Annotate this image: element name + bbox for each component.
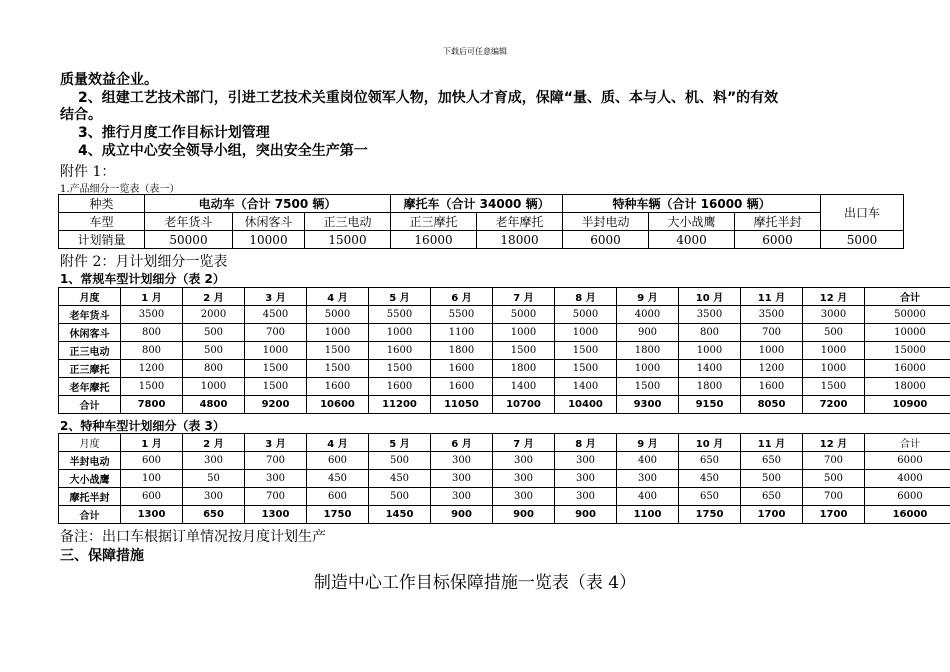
export-header: 出口车 <box>821 195 904 231</box>
total-cell: 10700 <box>493 396 555 414</box>
sales-cell: 6000 <box>735 231 821 249</box>
group-motorcycle: 摩托车（合计 34000 辆） <box>391 195 563 213</box>
table-cell: 1500 <box>555 360 617 378</box>
table-cell: 700 <box>803 452 865 470</box>
table-cell: 700 <box>245 452 307 470</box>
month-header-cell: 2 月 <box>183 288 245 306</box>
table-cell: 1000 <box>307 324 369 342</box>
table-cell: 4500 <box>245 306 307 324</box>
total-cell: 1700 <box>741 506 803 524</box>
total-cell: 650 <box>183 506 245 524</box>
sales-cell: 10000 <box>233 231 305 249</box>
model-header: 车型 <box>59 213 145 231</box>
total-cell: 4800 <box>183 396 245 414</box>
total-row <box>59 396 950 414</box>
table-cell: 5000 <box>555 306 617 324</box>
table-cell: 3500 <box>741 306 803 324</box>
table-cell: 1500 <box>555 342 617 360</box>
month-header-cell: 8 月 <box>555 288 617 306</box>
special-models-table <box>58 433 950 524</box>
month-header-cell: 12 月 <box>803 288 865 306</box>
table-cell: 1800 <box>431 342 493 360</box>
month-header-cell: 6 月 <box>431 288 493 306</box>
table-cell: 300 <box>183 452 245 470</box>
month-header-cell: 1 月 <box>121 434 183 452</box>
total-cell: 1450 <box>369 506 431 524</box>
model-cell: 正三摩托 <box>391 213 477 231</box>
model-cell: 老年货斗 <box>145 213 233 231</box>
total-cell: 900 <box>431 506 493 524</box>
table-cell: 300 <box>245 470 307 488</box>
table-cell: 1200 <box>121 360 183 378</box>
table-row <box>59 470 950 488</box>
table-cell: 6000 <box>865 488 950 506</box>
table-cell: 500 <box>369 488 431 506</box>
table-cell: 1000 <box>741 342 803 360</box>
total-label: 合计 <box>59 396 121 414</box>
month-header-cell: 3 月 <box>245 288 307 306</box>
month-header-label: 月度 <box>59 288 121 306</box>
month-header-cell: 3 月 <box>245 434 307 452</box>
row-label: 正三电动 <box>59 342 121 360</box>
table-cell: 50000 <box>865 306 950 324</box>
table-cell: 300 <box>493 470 555 488</box>
table-cell: 650 <box>679 488 741 506</box>
total-label: 合计 <box>59 506 121 524</box>
month-header-cell: 7 月 <box>493 288 555 306</box>
table-cell: 15000 <box>865 342 950 360</box>
table-3-caption: 2、特种车型计划细分（表 3） <box>60 419 225 433</box>
table-cell: 1600 <box>307 378 369 396</box>
table-cell: 1500 <box>245 360 307 378</box>
table-cell: 300 <box>555 488 617 506</box>
table-cell: 1500 <box>369 360 431 378</box>
row-label: 正三摩托 <box>59 360 121 378</box>
sales-cell: 18000 <box>477 231 563 249</box>
table-cell: 1500 <box>803 378 865 396</box>
total-cell: 9150 <box>679 396 741 414</box>
table-cell: 1000 <box>183 378 245 396</box>
kind-header: 种类 <box>59 195 145 213</box>
table-cell: 700 <box>741 324 803 342</box>
table-cell: 1100 <box>431 324 493 342</box>
table-cell: 1000 <box>803 342 865 360</box>
table-cell: 700 <box>803 488 865 506</box>
sales-cell: 15000 <box>305 231 391 249</box>
table-cell: 16000 <box>865 360 950 378</box>
table-cell: 1600 <box>369 342 431 360</box>
table-cell: 3500 <box>121 306 183 324</box>
month-header-cell: 8 月 <box>555 434 617 452</box>
total-cell: 1100 <box>617 506 679 524</box>
table-cell: 1000 <box>369 324 431 342</box>
table-cell: 500 <box>369 452 431 470</box>
table-cell: 1600 <box>431 360 493 378</box>
table-cell: 1800 <box>493 360 555 378</box>
table-row <box>59 360 950 378</box>
month-header-cell: 5 月 <box>369 288 431 306</box>
table-4-title: 制造中心工作目标保障措施一览表（表 4） <box>313 573 637 593</box>
table-cell: 500 <box>803 324 865 342</box>
table-cell: 300 <box>555 452 617 470</box>
table-cell: 1000 <box>617 360 679 378</box>
table-cell: 5000 <box>493 306 555 324</box>
table-cell: 1500 <box>121 378 183 396</box>
paragraph-1: 质量效益企业。 <box>60 72 158 88</box>
total-cell: 11200 <box>369 396 431 414</box>
table-cell: 1800 <box>679 378 741 396</box>
table-cell: 650 <box>679 452 741 470</box>
model-cell: 正三电动 <box>305 213 391 231</box>
section-3-title: 三、保障措施 <box>60 548 144 564</box>
table-cell: 1600 <box>369 378 431 396</box>
table-cell: 3000 <box>803 306 865 324</box>
table-cell: 2000 <box>183 306 245 324</box>
month-header-cell: 2 月 <box>183 434 245 452</box>
table-cell: 600 <box>307 452 369 470</box>
table-cell: 800 <box>679 324 741 342</box>
table-row <box>59 342 950 360</box>
month-header-cell: 4 月 <box>307 288 369 306</box>
row-label: 半封电动 <box>59 452 121 470</box>
sales-cell: 6000 <box>563 231 649 249</box>
month-header-cell: 7 月 <box>493 434 555 452</box>
month-header-cell: 1 月 <box>121 288 183 306</box>
table-cell: 650 <box>741 488 803 506</box>
total-cell: 16000 <box>865 506 950 524</box>
table-cell: 700 <box>245 488 307 506</box>
total-cell: 1750 <box>307 506 369 524</box>
sales-cell: 4000 <box>649 231 735 249</box>
month-header-cell: 9 月 <box>617 288 679 306</box>
month-header-cell: 10 月 <box>679 288 741 306</box>
table-1-caption: 1.产品细分一览表（表一） <box>60 184 180 195</box>
month-header-cell: 4 月 <box>307 434 369 452</box>
table-cell: 100 <box>121 470 183 488</box>
total-cell: 1300 <box>121 506 183 524</box>
total-cell: 10600 <box>307 396 369 414</box>
total-row <box>59 506 950 524</box>
table-cell: 18000 <box>865 378 950 396</box>
table-row <box>59 488 950 506</box>
sales-header: 计划销量 <box>59 231 145 249</box>
paragraph-3: 3、推行月度工作目标计划管理 <box>78 125 270 141</box>
table-cell: 1000 <box>493 324 555 342</box>
month-header-row <box>59 434 950 452</box>
table-cell: 300 <box>183 488 245 506</box>
table-cell: 1200 <box>741 360 803 378</box>
sales-cell: 50000 <box>145 231 233 249</box>
table-cell: 50 <box>183 470 245 488</box>
table-cell: 300 <box>617 470 679 488</box>
model-cell: 大小战鹰 <box>649 213 735 231</box>
table-cell: 1400 <box>555 378 617 396</box>
table-cell: 6000 <box>865 452 950 470</box>
table-row <box>59 378 950 396</box>
month-header-cell: 12 月 <box>803 434 865 452</box>
paragraph-4: 4、成立中心安全领导小组，突出安全生产第一 <box>78 143 368 159</box>
row-label: 摩托半封 <box>59 488 121 506</box>
month-header-cell: 合计 <box>865 288 950 306</box>
month-header-cell: 9 月 <box>617 434 679 452</box>
table-row <box>59 452 950 470</box>
note-text: 备注：出口车根据订单情况按月度计划生产 <box>60 529 326 545</box>
total-cell: 11050 <box>431 396 493 414</box>
page-header: 下载后可任意编辑 <box>443 47 507 56</box>
total-cell: 7200 <box>803 396 865 414</box>
table-cell: 400 <box>617 488 679 506</box>
table-cell: 1500 <box>493 342 555 360</box>
total-cell: 1750 <box>679 506 741 524</box>
table-row <box>59 324 950 342</box>
month-header-cell: 11 月 <box>741 288 803 306</box>
table-cell: 5500 <box>431 306 493 324</box>
table-cell: 1500 <box>307 360 369 378</box>
table-cell: 600 <box>121 488 183 506</box>
total-cell: 1300 <box>245 506 307 524</box>
total-cell: 8050 <box>741 396 803 414</box>
total-cell: 9200 <box>245 396 307 414</box>
table-cell: 5500 <box>369 306 431 324</box>
model-cell: 摩托半封 <box>735 213 821 231</box>
table-cell: 600 <box>307 488 369 506</box>
table-cell: 1000 <box>679 342 741 360</box>
table-cell: 500 <box>183 342 245 360</box>
row-label: 休闲客斗 <box>59 324 121 342</box>
month-header-label: 月度 <box>59 434 121 452</box>
total-cell: 900 <box>555 506 617 524</box>
total-cell: 9300 <box>617 396 679 414</box>
table-cell: 450 <box>307 470 369 488</box>
table-cell: 650 <box>741 452 803 470</box>
table-cell: 900 <box>617 324 679 342</box>
total-cell: 7800 <box>121 396 183 414</box>
sales-cell: 16000 <box>391 231 477 249</box>
attachment-1-title: 附件 1： <box>60 164 116 180</box>
table-row <box>59 306 950 324</box>
table-cell: 1400 <box>493 378 555 396</box>
month-header-row <box>59 288 950 306</box>
model-cell: 半封电动 <box>563 213 649 231</box>
table-cell: 450 <box>679 470 741 488</box>
month-header-cell: 合计 <box>865 434 950 452</box>
total-cell: 10900 <box>865 396 950 414</box>
table-cell: 1600 <box>431 378 493 396</box>
group-electric: 电动车（合计 7500 辆） <box>145 195 391 213</box>
table-cell: 1500 <box>617 378 679 396</box>
table-cell: 300 <box>493 488 555 506</box>
table-cell: 5000 <box>307 306 369 324</box>
model-cell: 休闲客斗 <box>233 213 305 231</box>
table-cell: 1600 <box>741 378 803 396</box>
total-cell: 1700 <box>803 506 865 524</box>
table-cell: 1000 <box>803 360 865 378</box>
table-cell: 300 <box>431 452 493 470</box>
total-cell: 900 <box>493 506 555 524</box>
table-cell: 500 <box>803 470 865 488</box>
sales-cell: 5000 <box>821 231 904 249</box>
table-cell: 1800 <box>617 342 679 360</box>
table-cell: 450 <box>369 470 431 488</box>
table-cell: 800 <box>121 342 183 360</box>
table-2-caption: 1、常规车型计划细分（表 2） <box>60 272 225 286</box>
table-cell: 1000 <box>245 342 307 360</box>
month-header-cell: 5 月 <box>369 434 431 452</box>
table-cell: 4000 <box>617 306 679 324</box>
table-cell: 4000 <box>865 470 950 488</box>
table-cell: 300 <box>555 470 617 488</box>
table-cell: 1400 <box>679 360 741 378</box>
row-label: 老年摩托 <box>59 378 121 396</box>
paragraph-2-line-2: 结合。 <box>60 107 102 123</box>
table-cell: 600 <box>121 452 183 470</box>
table-cell: 500 <box>741 470 803 488</box>
model-cell: 老年摩托 <box>477 213 563 231</box>
paragraph-2-line-1: 2、组建工艺技术部门，引进工艺技术关重岗位领军人物，加快人才育成，保障“量、质、本与人、机、料”的有效 <box>78 90 779 106</box>
table-cell: 1000 <box>555 324 617 342</box>
table-cell: 500 <box>183 324 245 342</box>
month-header-cell: 10 月 <box>679 434 741 452</box>
group-special: 特种车辆（合计 16000 辆） <box>563 195 821 213</box>
table-cell: 800 <box>183 360 245 378</box>
month-header-cell: 6 月 <box>431 434 493 452</box>
month-header-cell: 11 月 <box>741 434 803 452</box>
total-cell: 10400 <box>555 396 617 414</box>
row-label: 老年货斗 <box>59 306 121 324</box>
table-cell: 300 <box>493 452 555 470</box>
table-cell: 400 <box>617 452 679 470</box>
row-label: 大小战鹰 <box>59 470 121 488</box>
table-cell: 800 <box>121 324 183 342</box>
regular-models-table <box>58 287 950 414</box>
table-cell: 1500 <box>307 342 369 360</box>
table-cell: 1500 <box>245 378 307 396</box>
table-cell: 700 <box>245 324 307 342</box>
table-cell: 300 <box>431 470 493 488</box>
table-cell: 10000 <box>865 324 950 342</box>
table-cell: 300 <box>431 488 493 506</box>
product-breakdown-table <box>58 194 904 249</box>
attachment-2-title: 附件 2：月计划细分一览表 <box>60 254 228 270</box>
table-cell: 3500 <box>679 306 741 324</box>
